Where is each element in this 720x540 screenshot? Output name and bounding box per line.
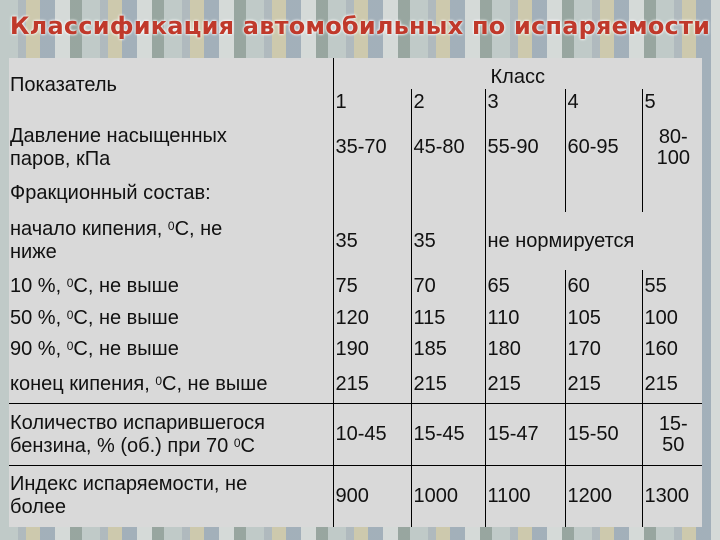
p50-label-after: С, не выше [73, 306, 179, 329]
table-row-evaporated [9, 404, 702, 466]
table-row-fraction [9, 176, 702, 212]
p50-degree: 0 [66, 307, 74, 322]
table-row-boil-end [9, 366, 702, 404]
pressure-class-4 [565, 120, 642, 176]
evaporated-class-1 [333, 404, 411, 466]
p90-label-pre: 90 %, [10, 338, 67, 361]
class-5-header [642, 89, 702, 120]
p50-class-3 [485, 302, 565, 334]
index-label-line2: более [10, 496, 67, 519]
p90-value-2: 185 [413, 338, 447, 361]
fraction-empty-5 [642, 176, 702, 212]
fraction-empty-4 [565, 176, 642, 212]
class-5-label: 5 [644, 90, 656, 113]
header-indicator-label: Показатель [10, 74, 117, 96]
p50-class-5 [642, 302, 702, 334]
pressure-class-2 [411, 120, 485, 176]
evaporated-label [9, 404, 333, 466]
boil-end-label-after: С, не выше [162, 373, 268, 396]
fraction-empty-1 [333, 176, 411, 212]
pressure-value-2: 45-80 [413, 136, 465, 159]
p90-label-after: С, не выше [73, 338, 179, 361]
p50-label [9, 302, 333, 334]
evaporated-label-line2: бензина, % (об.) при 70 [10, 434, 234, 457]
evaporated-class-3 [485, 404, 565, 466]
boil-start-label [9, 212, 333, 270]
p10-class-2 [411, 270, 485, 302]
table-row-10-percent [9, 270, 702, 302]
fraction-empty-3 [485, 176, 565, 212]
evaporated-value-5-line1: 15- [658, 412, 688, 435]
index-value-2: 1000 [413, 484, 458, 507]
p10-value-3: 65 [487, 274, 510, 297]
boil-end-label-pre: конец кипения, [10, 373, 156, 396]
boil-start-class-1 [333, 212, 411, 270]
p90-degree: 0 [66, 339, 74, 354]
boil-start-label-line2: ниже [10, 241, 57, 264]
p10-degree: 0 [66, 275, 74, 290]
evaporated-class-4 [565, 404, 642, 466]
p90-class-2 [411, 334, 485, 366]
pressure-class-3 [485, 120, 565, 176]
p10-class-3 [485, 270, 565, 302]
evaporated-value-2: 15-45 [413, 423, 465, 446]
pressure-class-1 [333, 120, 411, 176]
boil-start-degree: 0 [167, 219, 175, 234]
evaporation-class-table [9, 58, 702, 527]
p50-value-3: 110 [487, 306, 520, 329]
header-indicator-cell [9, 58, 333, 120]
p10-class-4 [565, 270, 642, 302]
p50-value-4: 105 [567, 306, 601, 329]
p10-value-1: 75 [335, 274, 358, 297]
p50-class-4 [565, 302, 642, 334]
p90-value-5: 160 [644, 338, 678, 361]
evaporated-class-2 [411, 404, 485, 466]
p10-class-5 [642, 270, 702, 302]
header-row-class [9, 58, 702, 89]
pressure-value-3: 55-90 [487, 136, 539, 159]
p90-class-5 [642, 334, 702, 366]
p90-value-1: 190 [335, 338, 369, 361]
evaporated-class-5 [642, 404, 702, 466]
p10-label-after: С, не выше [73, 274, 179, 297]
table-row-90-percent [9, 334, 702, 366]
index-class-2 [411, 465, 485, 527]
evaporated-degree: 0 [233, 435, 241, 450]
boil-end-value-1: 215 [335, 373, 369, 396]
evaporated-value-3: 15-47 [487, 423, 539, 446]
p90-value-3: 180 [487, 338, 521, 361]
boil-start-label-line1: начало кипения, [10, 218, 168, 241]
p10-value-2: 70 [413, 274, 436, 297]
pressure-value-5-line1: 80- [658, 125, 688, 148]
p90-class-1 [333, 334, 411, 366]
index-class-4 [565, 465, 642, 527]
pressure-value-1: 35-70 [335, 136, 387, 159]
page-title: Классификация автомобильных по испаряемости [9, 12, 711, 40]
p90-class-4 [565, 334, 642, 366]
evaporated-value-5-line2: 50 [662, 433, 685, 456]
header-class-label: Класс [490, 65, 545, 88]
pressure-value-4: 60-95 [567, 136, 619, 159]
index-label-line1: Индекс испаряемости, не [10, 473, 248, 496]
p90-class-3 [485, 334, 565, 366]
fraction-label [9, 176, 333, 212]
evaporated-label-line1: Количество испарившегося [10, 411, 265, 434]
boil-end-value-2: 215 [413, 373, 447, 396]
p50-class-2 [411, 302, 485, 334]
p50-value-2: 115 [413, 306, 446, 329]
class-1-header [333, 89, 411, 120]
class-3-header [485, 89, 565, 120]
boil-end-label [9, 366, 333, 404]
header-class-cell [333, 58, 702, 89]
class-1-label: 1 [335, 90, 347, 113]
boil-start-class-2 [411, 212, 485, 270]
boil-end-value-5: 215 [644, 373, 678, 396]
class-3-label: 3 [487, 90, 499, 113]
boil-start-value-2: 35 [413, 229, 436, 252]
class-2-label: 2 [413, 90, 425, 113]
p10-value-4: 60 [567, 274, 590, 297]
boil-start-not-normalized [485, 212, 702, 270]
boil-end-value-4: 215 [567, 373, 601, 396]
p90-label [9, 334, 333, 366]
index-class-3 [485, 465, 565, 527]
evaporated-value-4: 15-50 [567, 423, 619, 446]
index-class-5 [642, 465, 702, 527]
boil-end-class-3 [485, 366, 565, 404]
p50-value-5: 100 [644, 306, 678, 329]
class-2-header [411, 89, 485, 120]
evaporated-label-after: С [240, 434, 255, 457]
evaporated-value-1: 10-45 [335, 423, 387, 446]
boil-end-value-3: 215 [487, 373, 521, 396]
fraction-empty-2 [411, 176, 485, 212]
p50-class-1 [333, 302, 411, 334]
pressure-label [9, 120, 333, 176]
table-row-index [9, 465, 702, 527]
table-row-boil-start [9, 212, 702, 270]
pressure-value-5-line2: 100 [656, 146, 690, 169]
p50-value-1: 120 [335, 306, 369, 329]
table-row-pressure [9, 120, 702, 176]
boil-start-value-1: 35 [335, 229, 358, 252]
index-value-3: 1100 [487, 484, 531, 507]
table-row-50-percent [9, 302, 702, 334]
p10-label-pre: 10 %, [10, 274, 67, 297]
p10-label [9, 270, 333, 302]
pressure-class-5 [642, 120, 702, 176]
boil-start-label-after: С, не [174, 218, 223, 241]
pressure-label-line1: Давление насыщенных [10, 124, 227, 147]
boil-start-merged-value: не нормируется [487, 229, 635, 252]
index-value-5: 1300 [644, 484, 689, 507]
class-4-header [565, 89, 642, 120]
fraction-label-text: Фракционный состав: [10, 182, 211, 205]
p10-class-1 [333, 270, 411, 302]
p10-value-5: 55 [644, 274, 667, 297]
boil-end-degree: 0 [155, 374, 162, 389]
boil-end-class-4 [565, 366, 642, 404]
boil-end-class-2 [411, 366, 485, 404]
p90-value-4: 170 [567, 338, 601, 361]
index-value-1: 900 [335, 484, 369, 507]
index-value-4: 1200 [567, 484, 612, 507]
boil-end-class-5 [642, 366, 702, 404]
class-4-label: 4 [567, 90, 579, 113]
index-class-1 [333, 465, 411, 527]
boil-end-class-1 [333, 366, 411, 404]
index-label [9, 465, 333, 527]
p50-label-pre: 50 %, [10, 306, 67, 329]
pressure-label-line2: паров, кПа [10, 147, 111, 170]
